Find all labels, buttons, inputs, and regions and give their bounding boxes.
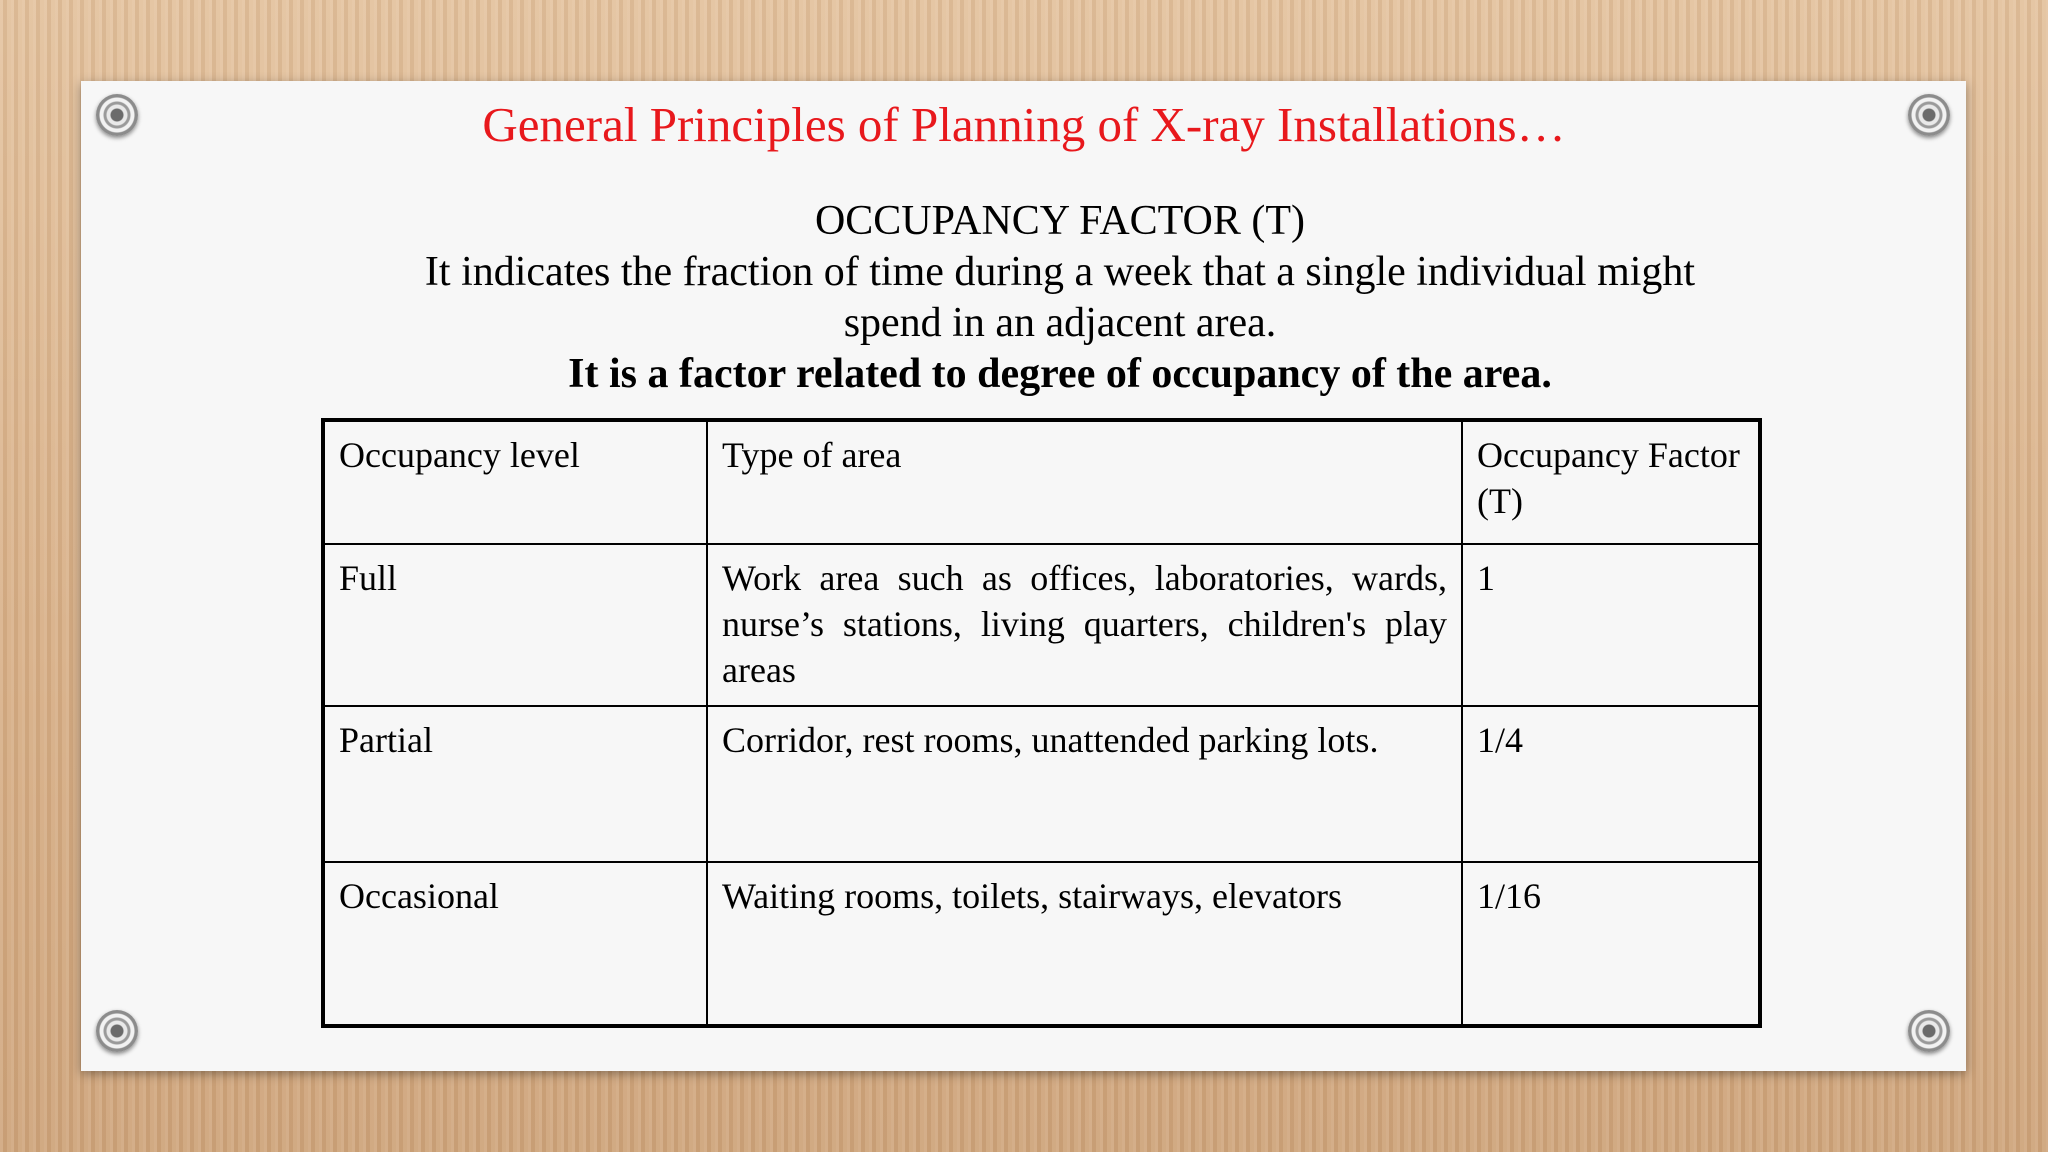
- description-line-2: spend in an adjacent area.: [843, 300, 1277, 346]
- occupancy-level-cell: Partial: [323, 706, 707, 862]
- grommet-bottom-left-icon: [96, 1010, 138, 1052]
- table-header-row: [323, 420, 1760, 544]
- occupancy-factor-cell: 1/16: [1462, 862, 1760, 1026]
- description-line-1: It indicates the fraction of time during a week that a single individual might: [424, 249, 1696, 295]
- area-type-cell: Corridor, rest rooms, unattended parking lots.: [707, 706, 1462, 862]
- header-cell-occupancy-level: Occupancy level: [323, 420, 707, 544]
- table-row: [323, 862, 1760, 1026]
- header-cell-occupancy-factor: Occupancy Factor (T): [1462, 420, 1760, 544]
- area-type-cell: Work area such as offices, laboratories, wards, nurse’s stations, living quarters, children's play areas: [707, 544, 1462, 706]
- occupancy-factor-cell: 1: [1462, 544, 1760, 706]
- occupancy-factor-table: [321, 418, 1762, 1028]
- intro-text: [400, 196, 1720, 400]
- grommet-bottom-right-icon: [1908, 1010, 1950, 1052]
- table-row: [323, 706, 1760, 862]
- table-row: [323, 544, 1760, 706]
- section-heading: OCCUPANCY FACTOR (T): [814, 198, 1306, 244]
- occupancy-factor-cell: 1/4: [1462, 706, 1760, 862]
- occupancy-level-cell: Full: [323, 544, 707, 706]
- area-type-cell: Waiting rooms, toilets, stairways, elevators: [707, 862, 1462, 1026]
- emphasis-text: It is a factor related to degree of occupancy of the area.: [568, 351, 1552, 397]
- occupancy-level-cell: Occasional: [323, 862, 707, 1026]
- slide-title: General Principles of Planning of X-ray Installations…: [482, 97, 1566, 152]
- header-cell-type-of-area: Type of area: [707, 420, 1462, 544]
